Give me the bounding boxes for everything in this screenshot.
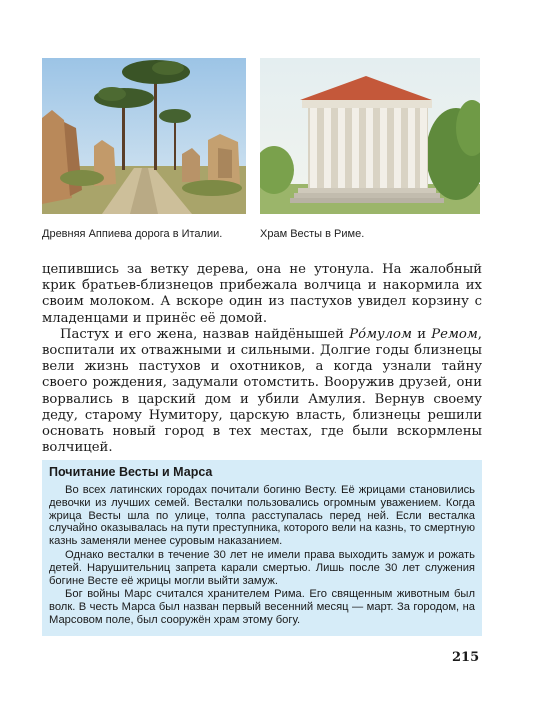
name-remus: Ремом bbox=[431, 326, 478, 342]
vesta-temple-illustration bbox=[260, 58, 480, 214]
left-figure-caption: Древняя Аппиева дорога в Италии. bbox=[42, 228, 223, 240]
appian-way-picture bbox=[42, 58, 246, 214]
info-box-paragraph-1: Во всех латинских городах почитали богиню Весту. Её жрицами становились девочки из лучших семей. Весталки пользовались огромным уважением. Когда жрица Весты шла по улице, толпа расступалась перед ней. Если весталка случайно оказывалась на пути преступника, которого вели на казнь, то смертную казнь заменяли менее суровым наказанием. bbox=[49, 484, 475, 548]
info-box bbox=[42, 460, 482, 636]
right-figure-caption: Храм Весты в Риме. bbox=[260, 228, 365, 240]
page-number: 215 bbox=[452, 650, 480, 665]
info-box-text bbox=[49, 484, 475, 628]
main-text bbox=[42, 262, 482, 456]
name-romulus: Ро́мулом bbox=[349, 326, 412, 342]
paragraph-2-start: Пастух и его жена, назвав найдёнышей bbox=[60, 326, 350, 342]
paragraph-2-end: , воспитали их отважными и сильными. Долгие годы близнецы вели жизнь пастухов и охотников, а когда узнали тайну своего рождения, задумали отомстить. Вооружив друзей, они ворвались в царский дом и убили Амулия. Вернув своему деду, старому Нумитору, царскую власть, близнецы решили основать новый город в тех местах, где были вскормлены волчицей. bbox=[42, 326, 482, 456]
info-box-title: Почитание Весты и Марса bbox=[49, 465, 213, 479]
paragraph-2-and: и bbox=[411, 326, 432, 342]
paragraph-1: цепившись за ветку дерева, она не утонула. На жалобный крик братьев-близнецов прибежала волчица и накормила их своим молоком. А вскоре один из пастухов увидел корзину с младенцами и принёс её домой. bbox=[42, 262, 482, 326]
vesta-temple-picture bbox=[260, 58, 480, 214]
info-box-paragraph-3: Бог войны Марс считался хранителем Рима. Его священным животным был волк. В честь Марса был назван первый весенний месяц — март. За городом, на Марсовом поле, был сооружён храм этому богу. bbox=[49, 588, 475, 626]
paragraph-2 bbox=[42, 327, 482, 457]
info-box-paragraph-2: Однако весталки в течение 30 лет не имели права выходить замуж и рожать детей. Нарушительниц запрета карали смертью. Лишь после 30 лет служения богине Весте её жрицы могли выйти замуж. bbox=[49, 548, 475, 587]
appian-way-illustration bbox=[42, 58, 246, 214]
